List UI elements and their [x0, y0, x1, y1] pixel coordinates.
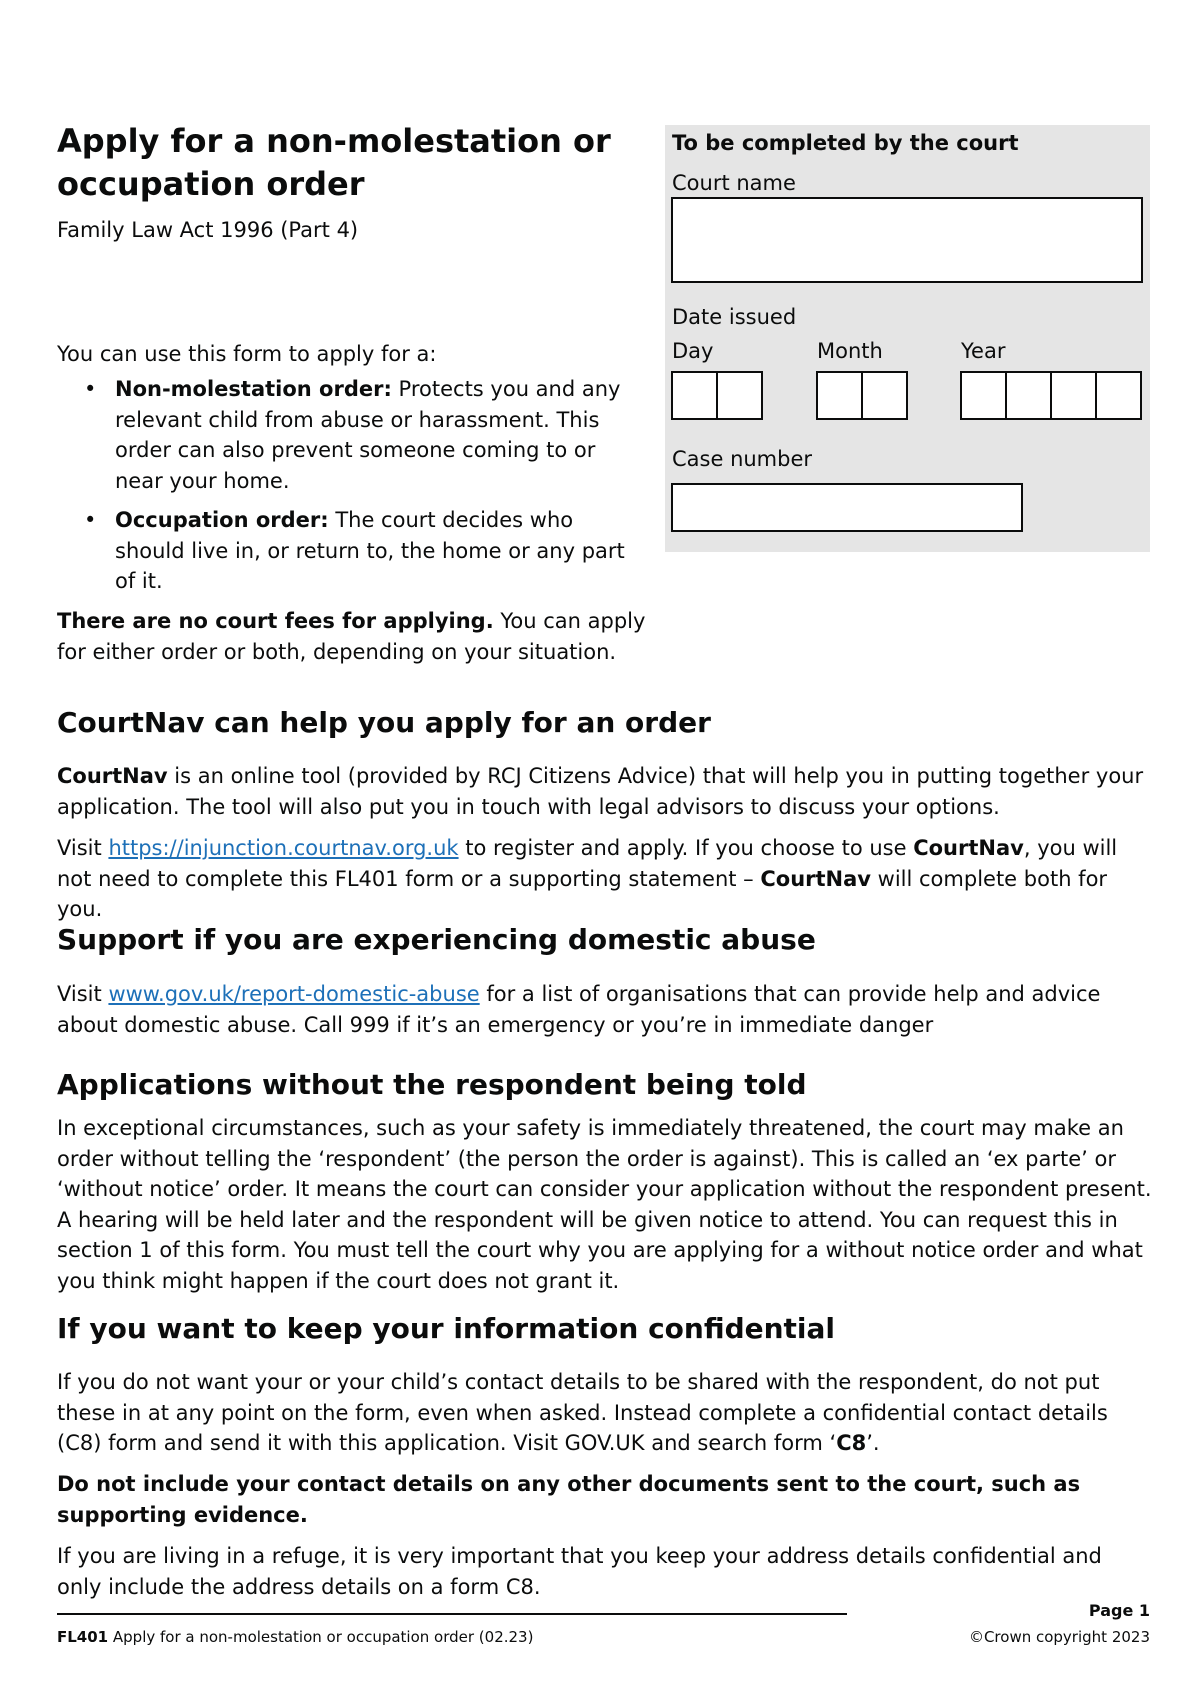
order-type-list [84, 374, 634, 606]
form-code: FL401 [57, 1628, 109, 1646]
day-digit-box[interactable] [716, 371, 763, 420]
day-field [671, 371, 761, 420]
month-digit-box[interactable] [861, 371, 908, 420]
page-title: Apply for a non-molestation or occupation order [57, 122, 611, 203]
courtnav-paragraph-2 [57, 833, 1152, 925]
courtnav-text: , you will not need to complete this FL401 form or a supporting statement – [57, 836, 1118, 891]
support-paragraph [57, 979, 1152, 1040]
fees-bold: There are no court fees for applying. [57, 609, 494, 633]
case-number-field[interactable] [671, 483, 1023, 532]
courtnav-text: is an online tool (provided by RCJ Citizens Advice) that will help you in putting together your application. The tool will also put you in touch with legal advisors to discuss your options. [57, 764, 1144, 819]
date-issued-label: Date issued [672, 305, 797, 329]
without-notice-paragraph: In exceptional circumstances, such as your safety is immediately threatened, the court may make an order without telling the ‘respondent’ (the person the order is against). This is called an ‘ex parte’ or ‘without notice’ order. It means the court can consider your application without the respondent present. A hearing will be held later and the respondent will be given notice to attend. You can request this in section 1 of this form. You must tell the court why you are applying for a without notice order and what you think might happen if the court does not grant it. [57, 1116, 1152, 1293]
month-label: Month [817, 339, 883, 363]
intro-lead: You can use this form to apply for a: [57, 342, 437, 366]
year-digit-box[interactable] [960, 371, 1007, 420]
court-name-field[interactable] [671, 197, 1143, 283]
report-domestic-abuse-link[interactable]: www.gov.uk/report-domestic-abuse [108, 982, 480, 1006]
bullet: • [84, 508, 97, 532]
fees-paragraph [57, 606, 647, 667]
copyright: ©Crown copyright 2023 [968, 1628, 1150, 1646]
courtnav-paragraph-1 [57, 761, 1152, 822]
section-heading-courtnav: CourtNav can help you apply for an order [57, 706, 711, 739]
section-heading-support: Support if you are experiencing domestic abuse [57, 923, 816, 956]
order-description: Protects you and any relevant child from abuse or harassment. This order can also prevent someone coming to or near your home. [115, 377, 621, 493]
footer-form-title [57, 1626, 533, 1648]
day-label: Day [672, 339, 714, 363]
confidential-text: If you do not want your or your child’s contact details to be shared with the respondent, do not put these in at any point on the form, even when asked. Instead complete a confidential contact details (C8) form and send it with this application. Visit GOV.UK and search form ‘ [57, 1370, 1108, 1455]
court-name-label: Court name [672, 171, 796, 195]
confidential-paragraph-1 [57, 1367, 1152, 1459]
month-field [816, 371, 906, 420]
courtnav-text: to register and apply. If you choose to use [458, 836, 914, 860]
court-panel-heading: To be completed by the court [672, 131, 1019, 155]
courtnav-text: will complete both for you. [57, 866, 1108, 921]
list-item [84, 374, 634, 496]
footer-divider [57, 1613, 847, 1615]
court-use-panel [665, 125, 1150, 552]
bullet: • [84, 377, 97, 401]
confidential-paragraph-3: If you are living in a refuge, it is very important that you keep your address details confidential and only include the address details on a form C8. [57, 1544, 1102, 1599]
confidential-warning: Do not include your contact details on any other documents sent to the court, such as supporting evidence. [57, 1472, 1081, 1527]
courtnav-link[interactable]: https://injunction.courtnav.org.uk [108, 836, 459, 860]
year-digit-box[interactable] [1095, 371, 1142, 420]
page-subtitle: Family Law Act 1996 (Part 4) [57, 218, 359, 242]
page-number: Page 1 [1088, 1601, 1150, 1620]
section-heading-confidential: If you want to keep your information confidential [57, 1312, 836, 1345]
visit-text: Visit [57, 836, 109, 860]
year-digit-box[interactable] [1050, 371, 1097, 420]
visit-text: Visit [57, 982, 109, 1006]
month-digit-box[interactable] [816, 371, 863, 420]
list-item [84, 505, 634, 597]
order-term: Occupation order: [115, 508, 329, 532]
order-description: The court decides who should live in, or return to, the home or any part of it. [115, 508, 625, 593]
c8-bold: C8 [836, 1431, 867, 1455]
year-field [960, 371, 1140, 420]
courtnav-bold: CourtNav [57, 764, 168, 788]
courtnav-bold: CourtNav [913, 836, 1024, 860]
confidential-text: ’. [866, 1431, 880, 1455]
section-heading-without-notice: Applications without the respondent being told [57, 1068, 807, 1101]
day-digit-box[interactable] [671, 371, 718, 420]
form-title: Apply for a non-molestation or occupation order (02.23) [108, 1628, 534, 1646]
courtnav-bold: CourtNav [760, 866, 871, 891]
case-number-label: Case number [672, 447, 813, 471]
support-text: for a list of organisations that can provide help and advice about domestic abuse. Call 999 if it’s an emergency or you’re in immediate danger [57, 982, 1101, 1037]
year-label: Year [961, 339, 1006, 363]
order-term: Non-molestation order: [115, 377, 392, 401]
fees-text: You can apply for either order or both, depending on your situation. [57, 609, 646, 664]
year-digit-box[interactable] [1005, 371, 1052, 420]
